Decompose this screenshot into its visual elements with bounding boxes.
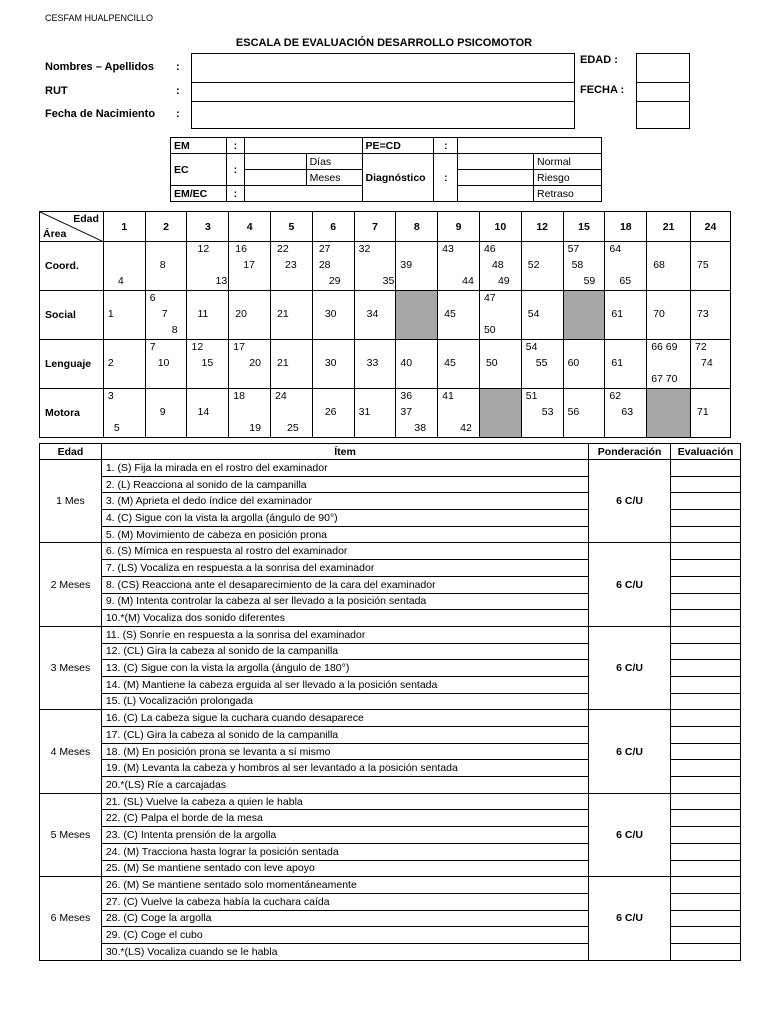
rut-field[interactable] bbox=[191, 82, 575, 102]
item-number: 20 bbox=[249, 357, 261, 369]
colon: : bbox=[226, 138, 244, 154]
item-text: 19. (M) Levanta la cabeza y hombros al ser levantado a la posición sentada bbox=[101, 760, 588, 777]
riesgo-check[interactable] bbox=[458, 170, 534, 186]
grid-cell bbox=[312, 389, 354, 438]
grid-cell bbox=[479, 291, 521, 340]
item-number: 19 bbox=[249, 422, 261, 434]
birthdate-label: Fecha de Nacimiento bbox=[45, 108, 156, 120]
grid-cell bbox=[438, 340, 480, 389]
item-text: 6. (S) Mímica en respuesta al rostro del examinador bbox=[101, 543, 588, 560]
colon: : bbox=[176, 61, 180, 73]
item-number: 12 bbox=[197, 243, 210, 255]
item-text: 15. (L) Vocalización prolongada bbox=[101, 693, 588, 710]
evaluation-cell[interactable] bbox=[671, 510, 741, 527]
item-number: 54 bbox=[527, 308, 540, 320]
item-text: 7. (LS) Vocaliza en respuesta a la sonrisa del examinador bbox=[101, 560, 588, 577]
area-header: Área bbox=[43, 228, 67, 240]
grid-cell bbox=[187, 389, 229, 438]
age-group-label: 6 Meses bbox=[40, 877, 102, 960]
edad-label: EDAD : bbox=[580, 54, 618, 66]
evaluation-cell[interactable] bbox=[671, 893, 741, 910]
item-number: 67 70 bbox=[651, 373, 678, 385]
item-number: 10 bbox=[157, 357, 170, 369]
item-number: 63 bbox=[621, 406, 634, 418]
item-number: 6 bbox=[149, 292, 156, 304]
item-number: 9 bbox=[159, 406, 166, 418]
item-number: 30 bbox=[324, 357, 337, 369]
item-number: 16 bbox=[235, 243, 247, 255]
name-field[interactable] bbox=[191, 53, 575, 83]
birthdate-field[interactable] bbox=[191, 101, 575, 129]
evaluation-cell[interactable] bbox=[671, 910, 741, 927]
item-number: 73 bbox=[697, 308, 709, 320]
item-number: 36 bbox=[400, 390, 413, 402]
grid-cell bbox=[103, 291, 145, 340]
grid-cell bbox=[563, 242, 605, 291]
emec-label: EM/EC bbox=[171, 186, 227, 202]
age-group-label: 4 Meses bbox=[40, 710, 102, 793]
item-text: 8. (CS) Reacciona ante el desaparecimiento de la cara del examinador bbox=[101, 576, 588, 593]
evaluation-cell[interactable] bbox=[671, 460, 741, 477]
grid-cell bbox=[605, 389, 647, 438]
item-number: 75 bbox=[697, 259, 709, 271]
grid-cell bbox=[354, 242, 396, 291]
grid-cell bbox=[229, 340, 271, 389]
grid-cell bbox=[145, 389, 187, 438]
item-number: 26 bbox=[324, 406, 337, 418]
grid-cell bbox=[145, 291, 187, 340]
item-number: 28 bbox=[318, 259, 331, 271]
colon: : bbox=[226, 186, 244, 202]
item-number: 57 bbox=[567, 243, 580, 255]
meses-label: Meses bbox=[306, 170, 362, 186]
item-number: 74 bbox=[701, 357, 713, 369]
item-number: 21 bbox=[277, 308, 289, 320]
item-number: 22 bbox=[277, 243, 289, 255]
normal-label: Normal bbox=[534, 154, 602, 170]
grid-cell bbox=[396, 242, 438, 291]
grid-row bbox=[40, 242, 731, 291]
grid-cell bbox=[145, 340, 187, 389]
evaluation-cell[interactable] bbox=[671, 610, 741, 627]
item-text: 27. (C) Vuelve la cabeza había la cuchara caída bbox=[101, 893, 588, 910]
item-text: 21. (SL) Vuelve la cabeza a quien le habla bbox=[101, 793, 588, 810]
item-number: 14 bbox=[197, 406, 210, 418]
grid-cell bbox=[521, 340, 563, 389]
item-text: 29. (C) Coge el cubo bbox=[101, 927, 588, 944]
normal-check[interactable] bbox=[458, 154, 534, 170]
age-group-label: 2 Meses bbox=[40, 543, 102, 626]
grid-cell bbox=[312, 242, 354, 291]
evaluation-cell[interactable] bbox=[671, 860, 741, 877]
item-number: 39 bbox=[400, 259, 413, 271]
fecha-label: FECHA : bbox=[580, 84, 625, 96]
grid-cell bbox=[521, 389, 563, 438]
item-text: 23. (C) Intenta prensión de la argolla bbox=[101, 827, 588, 844]
evaluation-cell[interactable] bbox=[671, 827, 741, 844]
grid-cell bbox=[103, 340, 145, 389]
item-number: 13 bbox=[215, 275, 228, 287]
grid-cell bbox=[187, 291, 229, 340]
item-number: 42 bbox=[460, 422, 472, 434]
grid-cell bbox=[312, 340, 354, 389]
grid-cell bbox=[521, 291, 563, 340]
grid-cell bbox=[605, 242, 647, 291]
age-header: 2 bbox=[145, 212, 187, 242]
grid-cell bbox=[271, 291, 313, 340]
em-value[interactable] bbox=[244, 138, 362, 154]
pecd-value[interactable] bbox=[458, 138, 602, 154]
organization-name: CESFAM HUALPENCILLO bbox=[45, 13, 154, 23]
age-header: 3 bbox=[187, 212, 229, 242]
grid-cell bbox=[271, 242, 313, 291]
evaluation-cell[interactable] bbox=[671, 676, 741, 693]
item-number: 7 bbox=[161, 308, 168, 320]
item-number: 50 bbox=[485, 357, 498, 369]
grid-cell bbox=[691, 242, 731, 291]
age-header: 6 bbox=[312, 212, 354, 242]
edad-header: Edad bbox=[73, 213, 99, 225]
grid-cell bbox=[479, 340, 521, 389]
item-text: 20.*(LS) Ríe a carcajadas bbox=[101, 777, 588, 794]
item-text: 3. (M) Aprieta el dedo índice del examinador bbox=[101, 493, 588, 510]
retraso-check[interactable] bbox=[458, 186, 534, 202]
age-header: 24 bbox=[691, 212, 731, 242]
item-number: 71 bbox=[697, 406, 709, 418]
evaluation-cell[interactable] bbox=[671, 927, 741, 944]
rut-label: RUT bbox=[45, 85, 68, 97]
evaluation-cell[interactable] bbox=[671, 543, 741, 560]
area-label: Lenguaje bbox=[40, 340, 104, 389]
age-header: 12 bbox=[521, 212, 563, 242]
item-text: 14. (M) Mantiene la cabeza erguida al ser llevado a la posición sentada bbox=[101, 676, 588, 693]
evaluation-cell[interactable] bbox=[671, 626, 741, 643]
item-number: 50 bbox=[483, 324, 496, 336]
weight-value: 6 C/U bbox=[589, 710, 671, 793]
item-number: 45 bbox=[444, 357, 456, 369]
item-number: 58 bbox=[571, 259, 584, 271]
grid-row bbox=[40, 340, 731, 389]
item-number: 23 bbox=[285, 259, 297, 271]
area-age-grid bbox=[39, 211, 731, 438]
grid-cell bbox=[691, 291, 731, 340]
area-label: Social bbox=[40, 291, 104, 340]
item-number: 2 bbox=[107, 357, 114, 369]
item-number: 48 bbox=[491, 259, 504, 271]
grid-cell bbox=[312, 291, 354, 340]
item-number: 20 bbox=[235, 308, 247, 320]
item-text: 18. (M) En posición prona se levanta a sí mismo bbox=[101, 743, 588, 760]
grid-cell bbox=[691, 389, 731, 438]
evaluation-cell[interactable] bbox=[671, 877, 741, 894]
weight-value: 6 C/U bbox=[589, 543, 671, 626]
form-title: ESCALA DE EVALUACIÓN DESARROLLO PSICOMOTOR bbox=[235, 37, 533, 49]
items-table bbox=[39, 443, 741, 961]
item-number: 32 bbox=[358, 243, 371, 255]
evaluation-cell[interactable] bbox=[671, 593, 741, 610]
riesgo-label: Riesgo bbox=[534, 170, 602, 186]
grid-cell bbox=[396, 389, 438, 438]
evaluation-cell[interactable] bbox=[671, 560, 741, 577]
extra-field[interactable] bbox=[636, 101, 690, 129]
diagnostico-label: Diagnóstico bbox=[362, 154, 434, 202]
ec-label: EC bbox=[171, 154, 227, 186]
colon: : bbox=[176, 85, 180, 97]
colon: : bbox=[226, 154, 244, 186]
item-number: 60 bbox=[567, 357, 580, 369]
colon: : bbox=[176, 108, 180, 120]
item-number: 72 bbox=[695, 341, 707, 353]
grid-cell bbox=[103, 389, 145, 438]
grid-cell bbox=[229, 242, 271, 291]
grid-cell bbox=[647, 340, 691, 389]
colon: : bbox=[434, 154, 458, 202]
evaluation-cell[interactable] bbox=[671, 643, 741, 660]
item-text: 22. (C) Palpa el borde de la mesa bbox=[101, 810, 588, 827]
item-number: 3 bbox=[107, 390, 114, 402]
emec-value[interactable] bbox=[244, 186, 362, 202]
item-text: 11. (S) Sonríe en respuesta a la sonrisa del examinador bbox=[101, 626, 588, 643]
item-number: 31 bbox=[358, 406, 371, 418]
item-number: 46 bbox=[483, 243, 496, 255]
item-number: 56 bbox=[567, 406, 580, 418]
item-text: 24. (M) Tracciona hasta lograr la posición sentada bbox=[101, 843, 588, 860]
item-number: 30 bbox=[324, 308, 337, 320]
item-number: 33 bbox=[366, 357, 379, 369]
item-text: 5. (M) Movimiento de cabeza en posición prona bbox=[101, 526, 588, 543]
item-number: 27 bbox=[318, 243, 331, 255]
item-number: 61 bbox=[611, 308, 624, 320]
item-number: 11 bbox=[197, 308, 209, 320]
item-text: 4. (C) Sigue con la vista la argolla (ángulo de 90°) bbox=[101, 510, 588, 527]
item-number: 61 bbox=[611, 357, 624, 369]
grid-cell bbox=[647, 242, 691, 291]
item-number: 35 bbox=[382, 275, 395, 287]
age-header: 21 bbox=[647, 212, 691, 242]
grid-cell bbox=[271, 340, 313, 389]
item-text: 12. (CL) Gira la cabeza al sonido de la campanilla bbox=[101, 643, 588, 660]
grid-cell bbox=[229, 389, 271, 438]
item-number: 38 bbox=[414, 422, 427, 434]
edad-column-header: Edad bbox=[40, 444, 102, 460]
area-label: Coord. bbox=[40, 242, 104, 291]
grid-cell bbox=[396, 291, 438, 340]
pecd-label: PE=CD bbox=[362, 138, 434, 154]
grid-cell bbox=[145, 242, 187, 291]
edad-area-corner bbox=[40, 212, 104, 242]
age-header: 1 bbox=[103, 212, 145, 242]
grid-cell bbox=[187, 340, 229, 389]
fecha-field[interactable] bbox=[636, 82, 690, 102]
grid-cell bbox=[354, 389, 396, 438]
evaluation-cell[interactable] bbox=[671, 760, 741, 777]
grid-cell bbox=[396, 340, 438, 389]
item-number: 17 bbox=[233, 341, 245, 353]
item-number: 29 bbox=[328, 275, 341, 287]
item-number: 5 bbox=[113, 422, 120, 434]
evaluation-cell[interactable] bbox=[671, 693, 741, 710]
grid-row bbox=[40, 291, 731, 340]
age-header: 15 bbox=[563, 212, 605, 242]
item-row bbox=[40, 543, 741, 560]
summary-table bbox=[170, 137, 602, 202]
grid-cell bbox=[563, 389, 605, 438]
item-number: 68 bbox=[653, 259, 665, 271]
item-number: 51 bbox=[525, 390, 538, 402]
colon: : bbox=[434, 138, 458, 154]
item-number: 52 bbox=[527, 259, 540, 271]
item-row bbox=[40, 626, 741, 643]
item-text: 2. (L) Reacciona al sonido de la campanilla bbox=[101, 476, 588, 493]
evaluation-cell[interactable] bbox=[671, 526, 741, 543]
evaluation-cell[interactable] bbox=[671, 710, 741, 727]
grid-cell bbox=[438, 389, 480, 438]
age-group-label: 1 Mes bbox=[40, 460, 102, 543]
item-text: 10.*(M) Vocaliza dos sonido diferentes bbox=[101, 610, 588, 627]
item-text: 13. (C) Sigue con la vista la argolla (ángulo de 180°) bbox=[101, 660, 588, 677]
area-label: Motora bbox=[40, 389, 104, 438]
item-number: 8 bbox=[159, 259, 166, 271]
item-number: 1 bbox=[107, 308, 114, 320]
item-number: 17 bbox=[243, 259, 255, 271]
edad-field[interactable] bbox=[636, 53, 690, 83]
evaluation-cell[interactable] bbox=[671, 793, 741, 810]
item-number: 15 bbox=[201, 357, 214, 369]
retraso-label: Retraso bbox=[534, 186, 602, 202]
grid-cell bbox=[354, 291, 396, 340]
item-number: 41 bbox=[442, 390, 454, 402]
evaluation-cell[interactable] bbox=[671, 476, 741, 493]
item-number: 18 bbox=[233, 390, 245, 402]
item-text: 26. (M) Se mantiene sentado solo momentáneamente bbox=[101, 877, 588, 894]
evaluation-cell[interactable] bbox=[671, 810, 741, 827]
grid-cell bbox=[271, 389, 313, 438]
item-number: 4 bbox=[117, 275, 124, 287]
item-number: 7 bbox=[149, 341, 156, 353]
grid-cell bbox=[563, 291, 605, 340]
age-group-label: 3 Meses bbox=[40, 626, 102, 709]
grid-cell bbox=[354, 340, 396, 389]
item-number: 37 bbox=[400, 406, 413, 418]
grid-cell bbox=[229, 291, 271, 340]
dias-label: Días bbox=[306, 154, 362, 170]
item-number: 70 bbox=[653, 308, 665, 320]
item-number: 24 bbox=[275, 390, 287, 402]
item-number: 25 bbox=[287, 422, 299, 434]
item-text: 30.*(LS) Vocaliza cuando se le habla bbox=[101, 943, 588, 960]
item-text: 1. (S) Fija la mirada en el rostro del examinador bbox=[101, 460, 588, 477]
item-text: 25. (M) Se mantiene sentado con leve apoyo bbox=[101, 860, 588, 877]
age-header: 4 bbox=[229, 212, 271, 242]
item-number: 66 69 bbox=[651, 341, 678, 353]
age-header: 8 bbox=[396, 212, 438, 242]
evaluation-cell[interactable] bbox=[671, 843, 741, 860]
grid-cell bbox=[691, 340, 731, 389]
item-number: 43 bbox=[442, 243, 454, 255]
grid-cell bbox=[438, 242, 480, 291]
grid-cell bbox=[479, 389, 521, 438]
grid-cell bbox=[563, 340, 605, 389]
item-number: 21 bbox=[277, 357, 289, 369]
item-column-header: Ítem bbox=[101, 444, 588, 460]
weight-value: 6 C/U bbox=[589, 793, 671, 876]
ponderacion-column-header: Ponderación bbox=[589, 444, 671, 460]
name-label: Nombres – Apellidos bbox=[45, 61, 155, 73]
age-header: 7 bbox=[354, 212, 396, 242]
item-text: 16. (C) La cabeza sigue la cuchara cuando desaparece bbox=[101, 710, 588, 727]
age-header: 9 bbox=[438, 212, 480, 242]
evaluation-cell[interactable] bbox=[671, 777, 741, 794]
meses-value[interactable] bbox=[244, 170, 306, 186]
item-number: 62 bbox=[609, 390, 622, 402]
item-number: 53 bbox=[541, 406, 554, 418]
evaluation-cell[interactable] bbox=[671, 660, 741, 677]
item-number: 49 bbox=[497, 275, 510, 287]
grid-cell bbox=[103, 242, 145, 291]
grid-cell bbox=[479, 242, 521, 291]
weight-value: 6 C/U bbox=[589, 877, 671, 960]
grid-cell bbox=[605, 340, 647, 389]
age-header: 10 bbox=[479, 212, 521, 242]
grid-cell bbox=[647, 291, 691, 340]
item-number: 65 bbox=[619, 275, 632, 287]
item-number: 55 bbox=[535, 357, 548, 369]
grid-cell bbox=[647, 389, 691, 438]
item-number: 8 bbox=[171, 324, 178, 336]
item-number: 47 bbox=[483, 292, 496, 304]
item-number: 54 bbox=[525, 341, 538, 353]
age-header: 18 bbox=[605, 212, 647, 242]
item-row bbox=[40, 877, 741, 894]
item-row bbox=[40, 793, 741, 810]
evaluation-cell[interactable] bbox=[671, 576, 741, 593]
item-number: 12 bbox=[191, 341, 204, 353]
evaluation-cell[interactable] bbox=[671, 493, 741, 510]
item-number: 44 bbox=[462, 275, 474, 287]
evaluation-cell[interactable] bbox=[671, 943, 741, 960]
item-row bbox=[40, 460, 741, 477]
age-group-label: 5 Meses bbox=[40, 793, 102, 876]
item-row bbox=[40, 710, 741, 727]
item-number: 64 bbox=[609, 243, 622, 255]
item-text: 17. (CL) Gira la cabeza al sonido de la campanilla bbox=[101, 727, 588, 744]
item-number: 40 bbox=[400, 357, 413, 369]
item-number: 59 bbox=[583, 275, 596, 287]
grid-cell bbox=[438, 291, 480, 340]
evaluation-cell[interactable] bbox=[671, 727, 741, 744]
weight-value: 6 C/U bbox=[589, 626, 671, 709]
em-label: EM bbox=[171, 138, 227, 154]
age-header: 5 bbox=[271, 212, 313, 242]
weight-value: 6 C/U bbox=[589, 460, 671, 543]
grid-row bbox=[40, 389, 731, 438]
dias-value[interactable] bbox=[244, 154, 306, 170]
item-number: 34 bbox=[366, 308, 379, 320]
item-text: 9. (M) Intenta controlar la cabeza al ser llevado a la posición sentada bbox=[101, 593, 588, 610]
grid-cell bbox=[605, 291, 647, 340]
evaluation-cell[interactable] bbox=[671, 743, 741, 760]
grid-cell bbox=[521, 242, 563, 291]
evaluacion-column-header: Evaluación bbox=[671, 444, 741, 460]
grid-cell bbox=[187, 242, 229, 291]
item-number: 45 bbox=[444, 308, 456, 320]
item-text: 28. (C) Coge la argolla bbox=[101, 910, 588, 927]
